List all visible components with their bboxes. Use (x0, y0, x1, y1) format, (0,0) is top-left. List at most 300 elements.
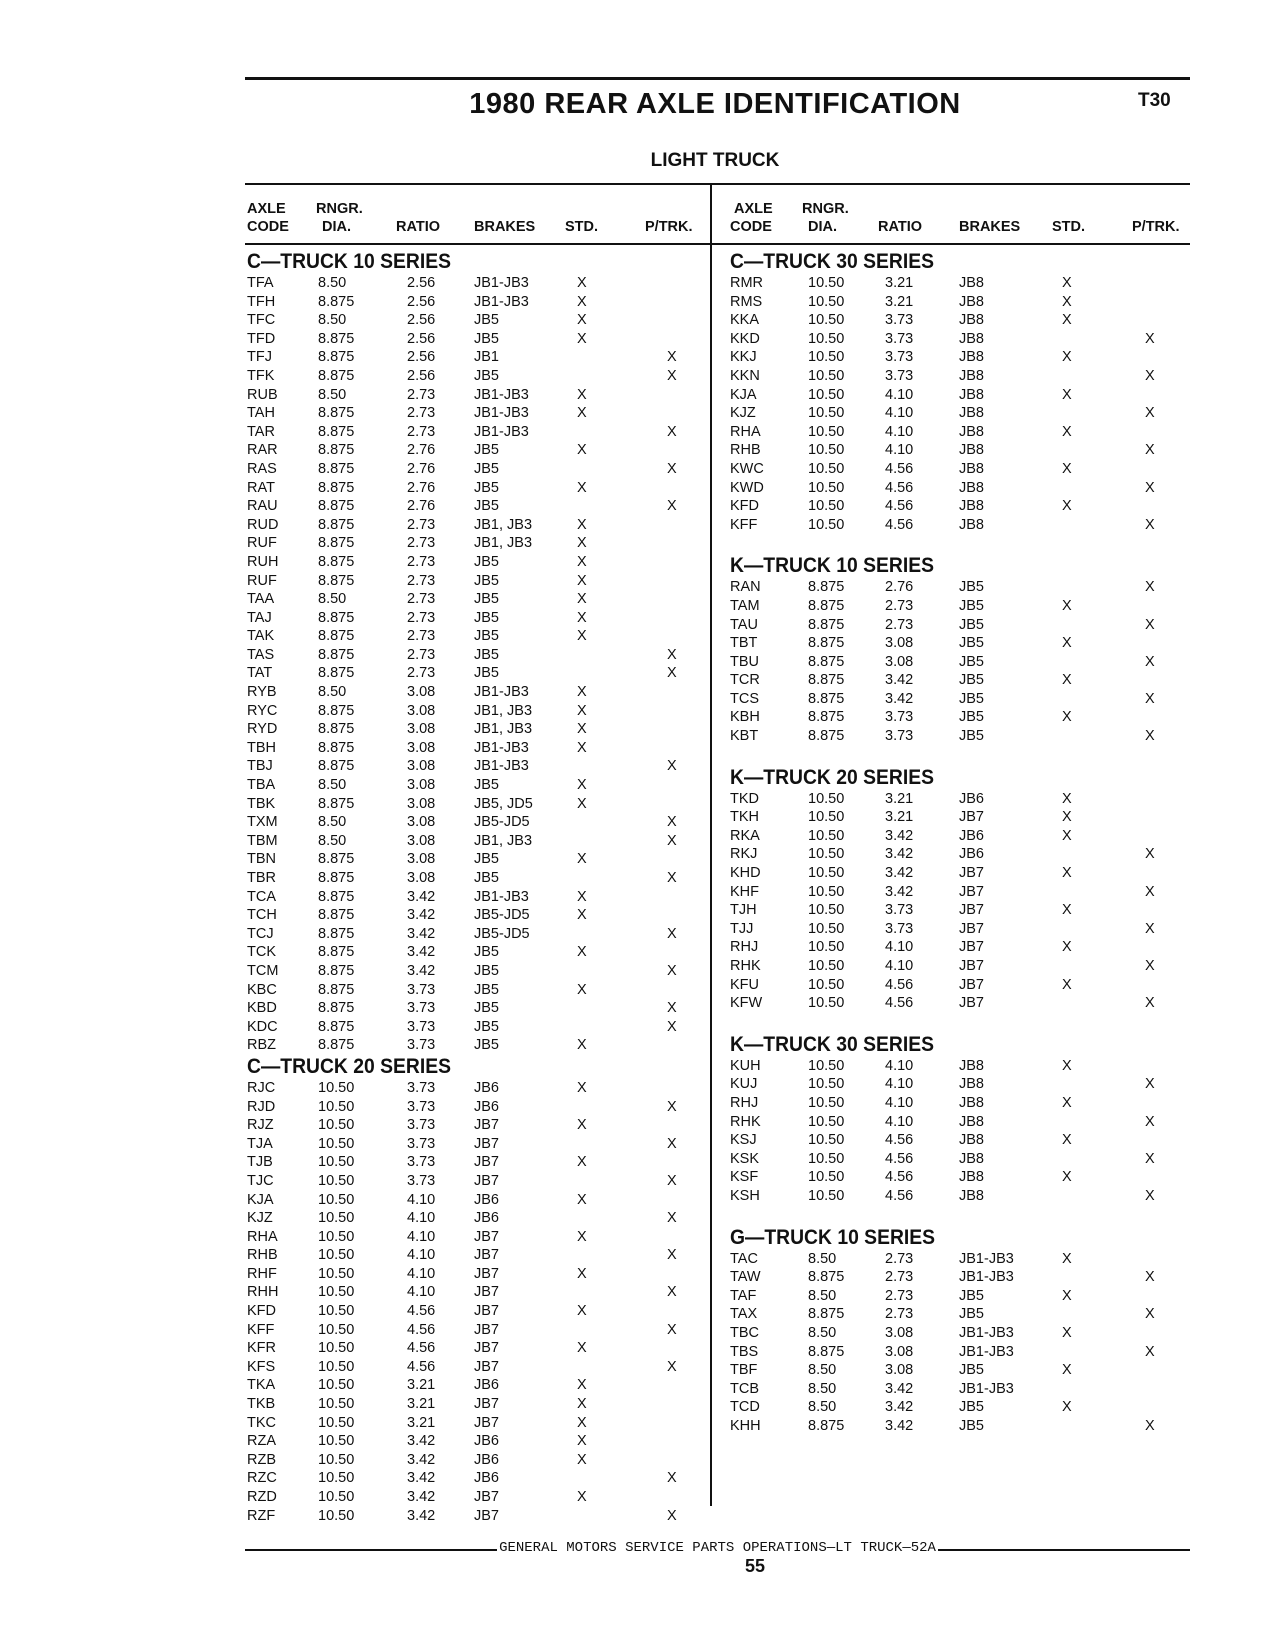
axle-code: KUJ (730, 1076, 758, 1093)
ring-gear-dia: 8.875 (808, 653, 845, 670)
axle-code: KJZ (730, 405, 756, 422)
table-row (730, 690, 1190, 709)
ratio: 2.73 (407, 516, 436, 533)
std: X (577, 312, 587, 329)
ptrk: X (1145, 330, 1155, 347)
axle-code: RYD (247, 721, 278, 738)
std: X (577, 1433, 587, 1450)
axle-code: KFU (730, 976, 759, 993)
ring-gear-dia: 8.875 (318, 349, 355, 366)
std: X (1062, 275, 1072, 291)
ptrk: X (667, 1098, 677, 1115)
std: X (577, 777, 587, 794)
brakes: JB8 (959, 1187, 984, 1204)
axle-code: TAU (730, 616, 758, 633)
std: X (1062, 976, 1072, 993)
ring-gear-dia: 8.875 (318, 572, 355, 589)
ptrk: X (667, 349, 677, 366)
table-row (247, 1246, 707, 1265)
ring-gear-dia: 10.50 (318, 1303, 355, 1320)
header-top-rule (245, 183, 1190, 185)
brakes: JB8 (959, 1169, 984, 1186)
brakes: JB7 (959, 976, 984, 993)
ratio: 3.73 (407, 1117, 436, 1134)
axle-code: TAX (730, 1306, 758, 1323)
ptrk: X (1145, 920, 1155, 937)
axle-code: TKC (247, 1414, 276, 1431)
axle-code: KBH (730, 709, 760, 726)
ring-gear-dia: 8.50 (808, 1250, 837, 1267)
ring-gear-dia: 8.50 (808, 1324, 837, 1341)
ptrk: X (1145, 1343, 1155, 1360)
table-row (730, 597, 1190, 616)
axle-code: KBC (247, 981, 277, 998)
ratio: 3.08 (407, 814, 436, 831)
ratio: 3.21 (885, 809, 914, 826)
ratio: 3.08 (407, 777, 436, 794)
std: X (577, 907, 587, 924)
ratio: 4.56 (885, 1150, 914, 1167)
table-row (247, 1228, 707, 1247)
ratio: 3.08 (407, 832, 436, 849)
brakes: JB5 (959, 709, 984, 726)
table-row (247, 981, 707, 1000)
std: X (577, 628, 587, 645)
axle-code: TBA (247, 777, 276, 794)
ratio: 3.73 (885, 312, 914, 329)
ratio: 2.56 (407, 330, 436, 347)
std: X (577, 1191, 587, 1208)
table-row (730, 1287, 1190, 1306)
axle-code: RZD (247, 1489, 277, 1505)
table-row (730, 1113, 1190, 1132)
axle-code: RHB (730, 442, 761, 459)
brakes: JB1-JB3 (959, 1343, 1014, 1360)
brakes: JB7 (959, 920, 984, 937)
ptrk: X (667, 1321, 677, 1338)
brakes: JB5 (959, 616, 984, 633)
table-row (247, 757, 707, 776)
table-row (730, 671, 1190, 690)
std: X (1062, 902, 1072, 919)
ratio: 2.73 (407, 665, 436, 682)
brakes: JB6 (959, 827, 984, 844)
std: X (1062, 312, 1072, 329)
axle-code: RHK (730, 1113, 761, 1130)
table-row (730, 497, 1190, 516)
axle-code: TFA (247, 275, 274, 291)
ring-gear-dia: 10.50 (808, 516, 845, 533)
ratio: 2.73 (885, 1306, 914, 1323)
axle-code: KFF (247, 1321, 275, 1338)
ring-gear-dia: 10.50 (808, 865, 845, 882)
table-row (247, 1469, 707, 1488)
header-axle: AXLE (247, 201, 286, 217)
ratio: 4.10 (407, 1210, 436, 1227)
axle-code: KBT (730, 728, 759, 745)
ring-gear-dia: 10.50 (318, 1079, 355, 1096)
ring-gear-dia: 10.50 (808, 995, 845, 1012)
ratio: 3.42 (407, 1470, 436, 1487)
ptrk: X (667, 925, 677, 942)
brakes: JB5 (959, 1399, 984, 1416)
ratio: 3.42 (885, 690, 914, 707)
std: X (577, 1396, 587, 1413)
axle-code: RAU (247, 498, 278, 515)
ring-gear-dia: 8.875 (808, 597, 845, 614)
brakes: JB1-JB3 (959, 1380, 1014, 1397)
std: X (1062, 386, 1072, 403)
table-row (247, 1116, 707, 1135)
ring-gear-dia: 8.875 (808, 579, 845, 596)
ring-gear-dia: 8.875 (318, 962, 355, 979)
brakes: JB8 (959, 516, 984, 533)
ratio: 3.08 (885, 635, 914, 652)
axle-code: RAN (730, 579, 761, 596)
ratio: 4.10 (885, 442, 914, 459)
table-row (730, 938, 1190, 957)
ptrk: X (667, 832, 677, 849)
brakes: JB8 (959, 1076, 984, 1093)
brakes: JB7 (959, 865, 984, 882)
axle-code: KFD (730, 498, 759, 515)
ratio: 3.73 (407, 1154, 436, 1171)
brakes: JB5-JD5 (474, 907, 530, 924)
table-row (730, 727, 1190, 746)
table-row (730, 790, 1190, 809)
std: X (577, 1117, 587, 1134)
table-row (730, 1131, 1190, 1150)
table-row (730, 386, 1190, 405)
table-row (247, 1265, 707, 1284)
ptrk: X (1145, 846, 1155, 863)
table-row (247, 1376, 707, 1395)
ptrk: X (1145, 1306, 1155, 1323)
ring-gear-dia: 10.50 (318, 1117, 355, 1134)
table-row (247, 348, 707, 367)
ring-gear-dia: 8.875 (318, 1018, 355, 1035)
brakes: JB6 (474, 1433, 499, 1450)
brakes: JB1 (474, 349, 499, 366)
left-column (247, 250, 707, 1525)
ratio: 4.10 (407, 1228, 436, 1245)
axle-code: KSH (730, 1187, 760, 1204)
brakes: JB1-JB3 (959, 1324, 1014, 1341)
ratio: 2.73 (407, 553, 436, 570)
section-title: C—TRUCK 30 SERIES (730, 250, 934, 273)
header-std: STD. (1052, 219, 1086, 235)
brakes: JB8 (959, 1094, 984, 1111)
ratio: 3.42 (885, 865, 914, 882)
ratio: 3.73 (407, 1000, 436, 1017)
ring-gear-dia: 10.50 (318, 1172, 355, 1189)
ratio: 4.10 (885, 423, 914, 440)
ratio: 3.42 (885, 827, 914, 844)
brakes: JB5 (474, 442, 499, 459)
ring-gear-dia: 8.50 (808, 1362, 837, 1379)
ratio: 3.08 (407, 795, 436, 812)
brakes: JB8 (959, 1113, 984, 1130)
brakes: JB1-JB3 (959, 1269, 1014, 1286)
std: X (577, 479, 587, 496)
axle-code: KHF (730, 883, 759, 900)
table-row (247, 1172, 707, 1191)
page-subtitle: LIGHT TRUCK (650, 150, 780, 171)
ratio: 3.42 (407, 962, 436, 979)
table-row (730, 423, 1190, 442)
std: X (1062, 827, 1072, 844)
ring-gear-dia: 8.875 (808, 709, 845, 726)
axle-code: TBJ (247, 758, 273, 775)
section-title: C—TRUCK 20 SERIES (247, 1054, 451, 1078)
ring-gear-dia: 10.50 (808, 367, 845, 384)
ring-gear-dia: 10.50 (808, 1169, 845, 1186)
brakes: JB8 (959, 479, 984, 496)
ring-gear-dia: 10.50 (808, 330, 845, 347)
table-row (247, 720, 707, 739)
table-row (247, 572, 707, 591)
ratio: 4.56 (885, 516, 914, 533)
axle-code: TBS (730, 1343, 759, 1360)
axle-code: KWD (730, 479, 764, 496)
ratio: 4.10 (407, 1265, 436, 1282)
page-code: T30 (1138, 90, 1171, 111)
axle-code: TCM (247, 962, 279, 979)
axle-code: TFJ (247, 349, 272, 366)
ring-gear-dia: 10.50 (318, 1414, 355, 1431)
ptrk: X (667, 1210, 677, 1227)
ring-gear-dia: 8.875 (808, 616, 845, 633)
table-row (730, 1380, 1190, 1399)
table-row (247, 832, 707, 851)
header-brakes: BRAKES (959, 219, 1021, 235)
brakes: JB7 (474, 1414, 499, 1431)
std: X (577, 609, 587, 626)
ring-gear-dia: 8.875 (318, 702, 355, 719)
ring-gear-dia: 10.50 (808, 349, 845, 366)
table-row (247, 646, 707, 665)
ratio: 2.76 (407, 479, 436, 496)
ratio: 3.42 (885, 1380, 914, 1397)
axle-code: RHA (730, 423, 761, 440)
axle-code: TJB (247, 1154, 273, 1171)
axle-code: TCH (247, 907, 277, 924)
axle-code: KSF (730, 1169, 759, 1186)
ring-gear-dia: 8.875 (318, 981, 355, 998)
ring-gear-dia: 10.50 (808, 405, 845, 422)
ratio: 2.76 (407, 460, 436, 477)
ptrk: X (667, 1172, 677, 1189)
ratio: 4.56 (885, 460, 914, 477)
axle-code: RBZ (247, 1037, 276, 1054)
ratio: 4.10 (885, 1113, 914, 1130)
ring-gear-dia: 10.50 (318, 1284, 355, 1301)
axle-code: RHF (247, 1265, 277, 1282)
ring-gear-dia: 8.50 (808, 1380, 837, 1397)
axle-code: TAA (247, 591, 275, 608)
table-row (247, 627, 707, 646)
axle-code: RJD (247, 1098, 276, 1115)
axle-code: TAK (247, 628, 275, 645)
ring-gear-dia: 8.875 (318, 460, 355, 477)
std: X (577, 1154, 587, 1171)
table-row (247, 479, 707, 498)
ring-gear-dia: 10.50 (318, 1228, 355, 1245)
axle-code: KFW (730, 995, 763, 1012)
axle-code: TBM (247, 832, 278, 849)
brakes: JB8 (959, 386, 984, 403)
header-std: STD. (565, 219, 599, 235)
table-row (730, 578, 1190, 597)
ptrk: X (1145, 479, 1155, 496)
axle-code: TKA (247, 1377, 276, 1394)
ring-gear-dia: 8.875 (808, 635, 845, 652)
ratio: 4.56 (885, 1187, 914, 1204)
brakes: JB7 (474, 1507, 499, 1524)
ring-gear-dia: 10.50 (808, 479, 845, 496)
brakes: JB6 (474, 1191, 499, 1208)
header-dia: DIA. (808, 219, 837, 235)
ratio: 4.10 (885, 939, 914, 956)
std: X (1062, 939, 1072, 956)
ratio: 2.76 (407, 498, 436, 515)
ring-gear-dia: 8.50 (318, 591, 347, 608)
ratio: 4.56 (407, 1358, 436, 1375)
table-row (730, 1057, 1190, 1076)
axle-code: RUF (247, 572, 277, 589)
table-row (730, 883, 1190, 902)
std: X (577, 1377, 587, 1394)
axle-code: RYB (247, 684, 277, 701)
axle-code: TXM (247, 814, 278, 831)
ring-gear-dia: 8.875 (318, 405, 355, 422)
brakes: JB5 (959, 653, 984, 670)
table-row (247, 590, 707, 609)
ring-gear-dia: 10.50 (808, 846, 845, 863)
ring-gear-dia: 10.50 (318, 1470, 355, 1487)
brakes: JB1-JB3 (474, 423, 529, 440)
table-row (247, 386, 707, 405)
ratio: 4.10 (885, 958, 914, 974)
ring-gear-dia: 8.875 (808, 690, 845, 707)
std: X (577, 591, 587, 608)
ratio: 3.08 (885, 1362, 914, 1379)
table-row (730, 1094, 1190, 1113)
axle-code: RUD (247, 516, 279, 533)
table-row (730, 293, 1190, 312)
ptrk: X (1145, 1150, 1155, 1167)
brakes: JB1-JB3 (474, 758, 529, 775)
ring-gear-dia: 10.50 (318, 1265, 355, 1282)
ptrk: X (667, 1358, 677, 1375)
ratio: 3.21 (885, 790, 914, 807)
ptrk: X (667, 814, 677, 831)
axle-code: TAR (247, 423, 275, 440)
std: X (1062, 790, 1072, 807)
std: X (577, 275, 587, 291)
ring-gear-dia: 10.50 (318, 1377, 355, 1394)
axle-code: KKJ (730, 349, 757, 366)
table-row (730, 330, 1190, 349)
brakes: JB1-JB3 (959, 1250, 1014, 1267)
ratio: 2.73 (885, 616, 914, 633)
table-row (730, 1150, 1190, 1169)
std: X (1062, 709, 1072, 726)
brakes: JB5 (474, 665, 499, 682)
std: X (577, 1265, 587, 1282)
axle-code: TBC (730, 1324, 759, 1341)
ring-gear-dia: 10.50 (808, 275, 845, 291)
right-column (730, 250, 1190, 1435)
ring-gear-dia: 8.50 (318, 684, 347, 701)
brakes: JB5 (474, 553, 499, 570)
ring-gear-dia: 8.875 (318, 944, 355, 961)
brakes: JB7 (474, 1489, 499, 1505)
table-row (247, 1098, 707, 1117)
axle-code: KHD (730, 865, 761, 882)
axle-code: RZA (247, 1433, 276, 1450)
ratio: 3.42 (885, 1399, 914, 1416)
table-row (730, 1398, 1190, 1417)
axle-code: TJC (247, 1172, 274, 1189)
ptrk: X (1145, 405, 1155, 422)
brakes: JB5-JD5 (474, 925, 530, 942)
ratio: 2.73 (885, 1287, 914, 1304)
ratio: 2.73 (407, 646, 436, 663)
axle-code: TCS (730, 690, 759, 707)
table-row (247, 1414, 707, 1433)
ratio: 3.08 (885, 653, 914, 670)
ratio: 3.73 (407, 1172, 436, 1189)
ptrk: X (1145, 616, 1155, 633)
std: X (577, 684, 587, 701)
brakes: JB1, JB3 (474, 702, 533, 719)
ratio: 2.73 (407, 535, 436, 552)
table-row (730, 516, 1190, 535)
std: X (577, 721, 587, 738)
ratio: 3.42 (407, 1451, 436, 1468)
brakes: JB5 (959, 672, 984, 689)
table-row (247, 1153, 707, 1172)
brakes: JB5-JD5 (474, 814, 530, 831)
ratio: 3.73 (885, 330, 914, 347)
table-row (247, 516, 707, 535)
brakes: JB6 (474, 1098, 499, 1115)
axle-code: RHJ (730, 939, 759, 956)
brakes: JB6 (474, 1470, 499, 1487)
brakes: JB8 (959, 349, 984, 366)
ring-gear-dia: 8.875 (318, 646, 355, 663)
ptrk: X (1145, 883, 1155, 900)
table-row (247, 1395, 707, 1414)
ring-gear-dia: 10.50 (808, 958, 845, 974)
ring-gear-dia: 8.50 (318, 312, 347, 329)
axle-code: RMR (730, 275, 764, 291)
brakes: JB5 (474, 460, 499, 477)
brakes: JB1-JB3 (474, 275, 529, 291)
std: X (1062, 349, 1072, 366)
brakes: JB8 (959, 498, 984, 515)
ratio: 3.08 (885, 1324, 914, 1341)
ratio: 2.76 (885, 579, 914, 596)
ring-gear-dia: 8.875 (808, 1306, 845, 1323)
table-row (730, 994, 1190, 1013)
table-row (730, 1268, 1190, 1287)
ratio: 3.42 (407, 1489, 436, 1505)
axle-code: KFS (247, 1358, 276, 1375)
table-row (247, 739, 707, 758)
axle-code: RKJ (730, 846, 758, 863)
